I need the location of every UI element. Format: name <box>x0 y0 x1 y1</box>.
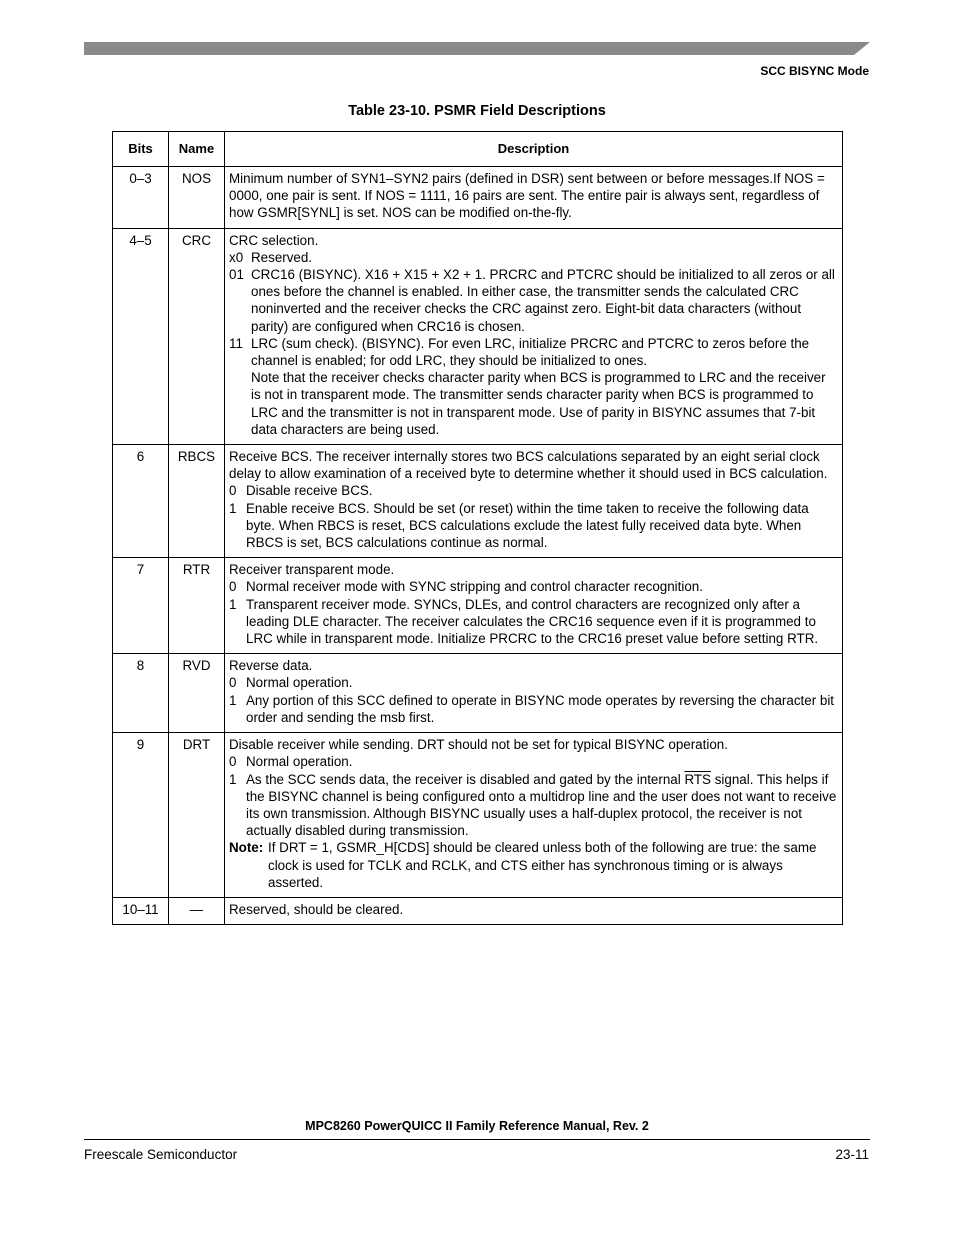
header-bits: Bits <box>113 132 169 167</box>
option-text: Normal receiver mode with SYNC stripping and control character recognition. <box>246 579 703 595</box>
table-row <box>113 897 843 924</box>
description-text: Reverse data. <box>229 658 313 674</box>
option-item <box>229 369 838 438</box>
option-text-part: As the SCC sends data, the receiver is disabled and gated by the internal <box>246 771 685 787</box>
row-bits: 4–5 <box>113 228 169 444</box>
option-text-part: signal. This helps if the BISYNC channel is being configured onto a multidrop line and the user does not want to receive its own transmission. Although BISYNC usually uses a half-duplex protocol, the receiver is not actually disabled during transmission. <box>246 771 837 839</box>
row-name: RTR <box>169 558 225 654</box>
option-item <box>229 596 838 648</box>
option-value: 1 <box>229 500 237 516</box>
section-title: SCC BISYNC Mode <box>760 64 869 78</box>
row-bits: 8 <box>113 654 169 733</box>
footer-company: Freescale Semiconductor <box>84 1147 238 1162</box>
option-text: LRC (sum check). (BISYNC). For even LRC, initialize PRCRC and PTCRC to zeros before the channel is enabled; for odd LRC, they should be initialized to ones. <box>251 335 810 369</box>
option-item <box>229 249 838 266</box>
option-value: 01 <box>229 267 244 283</box>
table-row <box>113 167 843 229</box>
row-bits: 9 <box>113 733 169 898</box>
option-text: CRC16 (BISYNC). X16 + X15 + X2 + 1. PRCRC and PTCRC should be initialized to all zeros or all ones before the channel is enabled. In either case, the transmitter sends the calculated CRC noninverted and the receiver checks the CRC against zero. Eight-bit data characters (without parity) are configured when CRC16 is chosen. <box>251 267 835 334</box>
option-value: 1 <box>229 771 237 787</box>
option-item <box>229 482 838 499</box>
row-bits: 7 <box>113 558 169 654</box>
table-row <box>113 445 843 558</box>
option-value: 0 <box>229 675 237 691</box>
table-caption: Table 23-10. PSMR Field Descriptions <box>348 103 606 119</box>
row-name: CRC <box>169 228 225 444</box>
option-value: x0 <box>229 249 244 265</box>
header-description: Description <box>225 132 843 167</box>
option-item <box>229 266 838 335</box>
row-bits: 6 <box>113 445 169 558</box>
row-name: RBCS <box>169 445 225 558</box>
option-text: Reserved. <box>251 249 313 265</box>
option-value: 1 <box>229 692 237 708</box>
description-text: CRC selection. <box>229 232 319 248</box>
row-name: NOS <box>169 167 225 229</box>
row-bits: 0–3 <box>113 167 169 229</box>
option-value: 1 <box>229 596 237 612</box>
psmr-field-table <box>112 131 843 925</box>
option-text: Normal operation. <box>246 675 353 691</box>
option-item <box>229 771 838 840</box>
option-item <box>229 500 838 552</box>
option-value: 11 <box>229 335 243 351</box>
row-name: — <box>169 897 225 924</box>
note-label: Note: <box>229 840 264 856</box>
table-row <box>113 654 843 733</box>
row-description <box>225 654 843 733</box>
description-text: Reserved, should be cleared. <box>229 901 404 917</box>
row-description <box>225 167 843 229</box>
option-text <box>246 771 838 840</box>
row-description <box>225 897 843 924</box>
option-text: Transparent receiver mode. SYNCs, DLEs, and control characters are recognized only after a leading DLE character. The receiver calculates the CRC16 sequence even if it is programmed to LRC while in transparent mode. Initialize PRCRC to the CRC16 preset value before setting RTR. <box>246 596 819 647</box>
footer-manual-title: MPC8260 PowerQUICC II Family Reference Manual, Rev. 2 <box>305 1119 649 1133</box>
option-value <box>229 369 251 438</box>
option-text: Enable receive BCS. Should be set (or reset) within the time taken to receive the following data byte. When RBCS is reset, BCS calculations exclude the latest fully received data byte. When RBCS is set, BCS calculations continue as normal. <box>246 500 809 551</box>
footer-divider <box>84 1139 870 1140</box>
option-text: Note that the receiver checks character parity when BCS is programmed to LRC and the receiver is not in transparent mode. The transmitter sends character parity when BCS is programmed to LRC and the transmitter is not in transparent mode. Use of parity in BISYNC assumes that 7-bit data characters are being used. <box>251 370 826 437</box>
description-text: Receive BCS. The receiver internally stores two BCS calculations separated by an eight serial clock delay to allow examination of a received byte to determine whether it should used in BCS calculation. <box>229 449 828 482</box>
note-item <box>229 839 838 891</box>
description-text: Disable receiver while sending. DRT should not be set for typical BISYNC operation. <box>229 737 728 753</box>
table-row <box>113 228 843 444</box>
header-decorative-bar <box>84 42 870 55</box>
row-bits: 10–11 <box>113 897 169 924</box>
option-text: Normal operation. <box>246 754 353 770</box>
row-name: DRT <box>169 733 225 898</box>
option-value: 0 <box>229 754 237 770</box>
row-description <box>225 558 843 654</box>
option-item <box>229 335 838 369</box>
option-item <box>229 578 838 595</box>
note-text: If DRT = 1, GSMR_H[CDS] should be cleared unless both of the following are true: the same clock is used for TCLK and RCLK, and CTS either has synchronous timing or is always asserted. <box>268 840 817 890</box>
option-item <box>229 753 838 770</box>
option-item <box>229 674 838 691</box>
table-header-row <box>113 132 843 167</box>
option-value: 0 <box>229 483 237 499</box>
option-text: Any portion of this SCC defined to operate in BISYNC mode operates by reversing the character bit order and sending the msb first. <box>246 692 835 725</box>
row-name: RVD <box>169 654 225 733</box>
row-description <box>225 733 843 898</box>
header-name: Name <box>169 132 225 167</box>
table-row <box>113 733 843 898</box>
rts-signal-overline: $\overline{RTS}$ <box>684 771 711 787</box>
row-description <box>225 445 843 558</box>
option-value: 0 <box>229 579 237 595</box>
row-description <box>225 228 843 444</box>
description-text: Receiver transparent mode. <box>229 562 395 578</box>
table-row <box>113 558 843 654</box>
option-item <box>229 692 838 726</box>
footer-page-number: 23-11 <box>835 1147 869 1162</box>
description-text: Minimum number of SYN1–SYN2 pairs (defined in DSR) sent between or before messages.If NOS = 0000, one pair is sent. If NOS = 1111, 16 pairs are sent. The entire pair is always sent, regardless of how GSMR[SYNL] is set. NOS can be modified on-the-fly. <box>229 171 825 221</box>
option-text: Disable receive BCS. <box>246 483 373 499</box>
